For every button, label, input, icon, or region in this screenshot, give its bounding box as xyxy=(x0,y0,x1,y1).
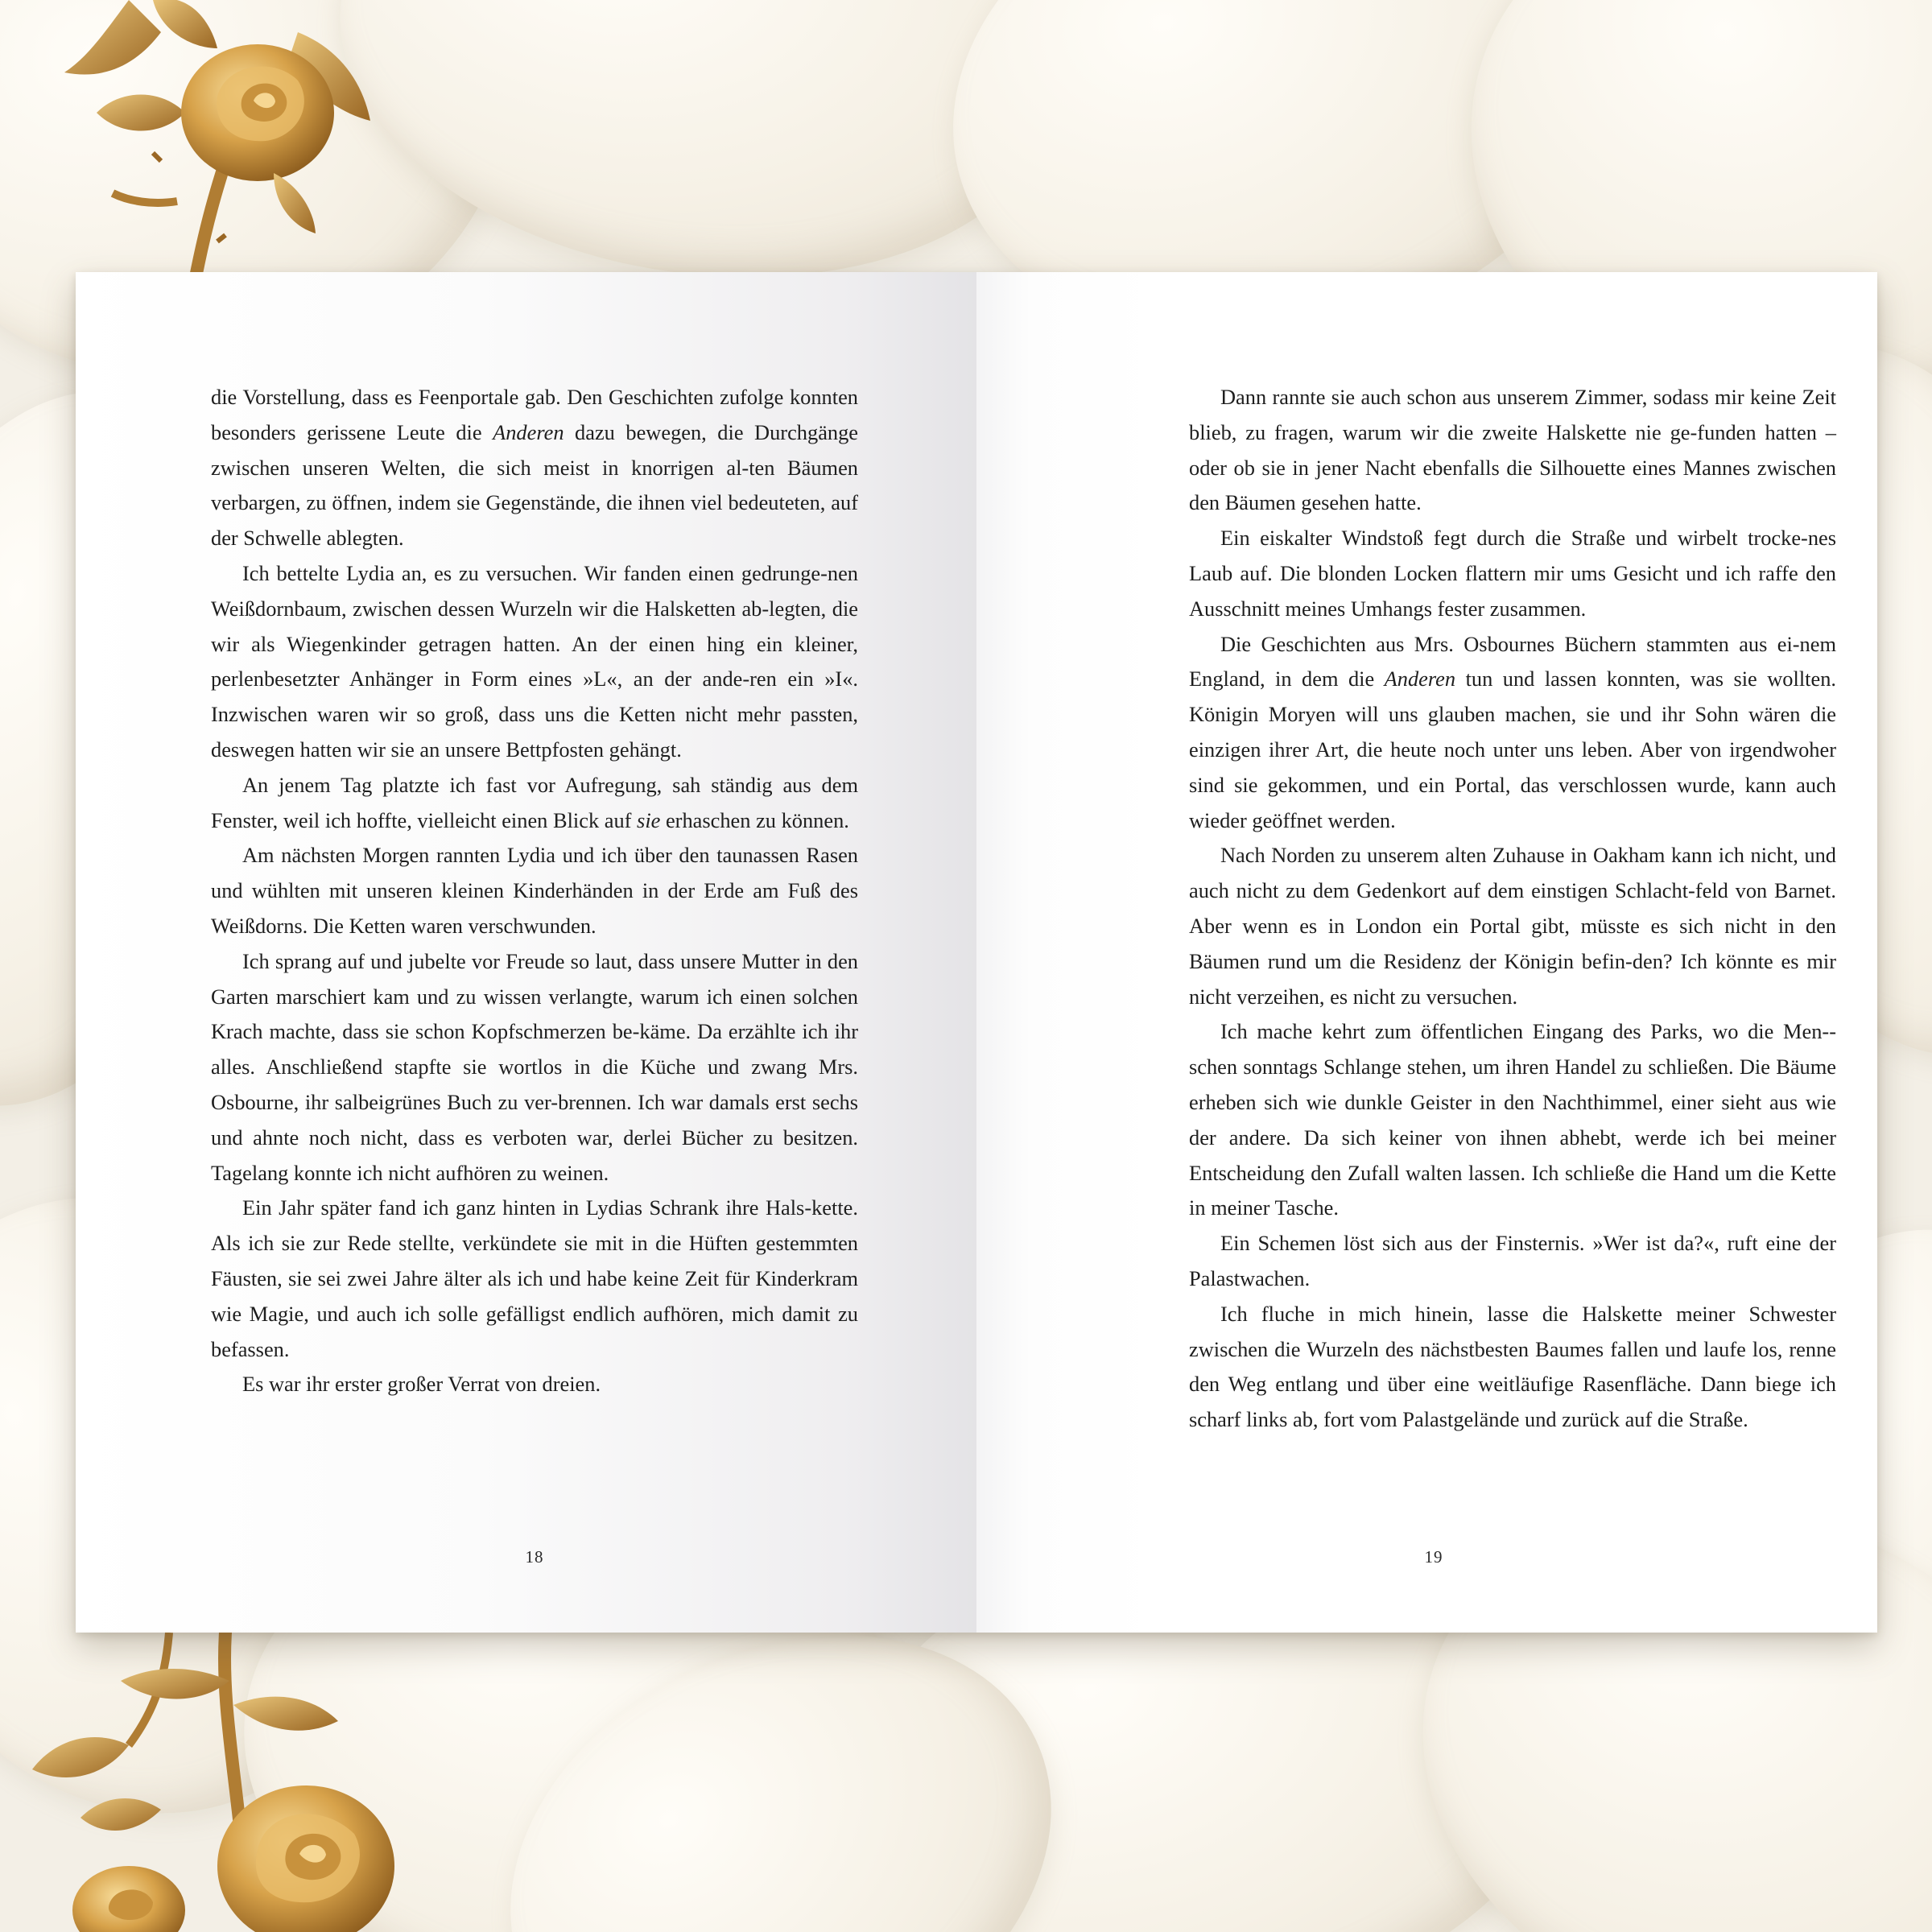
book-spread xyxy=(76,272,1877,1633)
text-run: Am nächsten Morgen rannten Lydia und ich über den taunassen Rasen und wühlten mit unseren kleinen Kinderhänden in der Erde am Fuß des Weißdorns. Die Ketten waren verschwunden. xyxy=(211,843,858,938)
page-number-left: 18 xyxy=(525,1547,544,1567)
text-run: Ein Schemen löst sich aus der Finsternis. »Wer ist da?«, ruft eine der Palastwachen. xyxy=(1189,1231,1836,1290)
left-page xyxy=(76,272,976,1633)
paragraph xyxy=(1189,1014,1836,1226)
text-run: Ein Jahr später fand ich ganz hinten in Lydias Schrank ihre Hals-kette. Als ich sie zur Rede stellte, verkündete sie mit in die Hüften gestemmten Fäusten, sie sei zwei Jahre älter als ich und habe keine Zeit für Kinderkram wie Magie, und auch ich solle gefälligst endlich aufhören, mich damit zu befassen. xyxy=(211,1195,858,1361)
paragraph xyxy=(1189,380,1836,521)
paragraph xyxy=(1189,521,1836,626)
paragraph xyxy=(1189,838,1836,1014)
paragraph xyxy=(211,944,858,1191)
text-run: Die Geschichten aus Mrs. Osbournes Büchern stammten aus ei-nem England, in dem die xyxy=(1189,631,1836,691)
paragraph xyxy=(211,1191,858,1367)
paragraph xyxy=(1189,1297,1836,1438)
text-run: Ich bettelte Lydia an, es zu versuchen. Wir fanden einen gedrunge-nen Weißdornbaum, zwischen dessen Wurzeln wir die Halsketten ab-legten, die wir als Wiegenkinder getragen hatten. An der einen hing ein kleiner, perlenbesetzter Anhänger in Form eines »L«, an der ande-ren ein »I«. Inzwischen waren wir so groß, dass uns die Ketten nicht mehr passten, deswegen hatten wir sie an unsere Bettpfosten gehängt. xyxy=(211,560,858,762)
text-run: An jenem Tag platzte ich fast vor Aufregung, sah ständig aus dem Fenster, weil ich hoffte, vielleicht einen Blick auf xyxy=(211,772,858,832)
gold-rose-icon xyxy=(32,1633,435,1932)
text-run: die Vorstellung, dass es Feenportale gab. Den Geschichten zufolge konnten besonders gerissene Leute die xyxy=(211,385,858,444)
text-run: Dann rannte sie auch schon aus unserem Zimmer, sodass mir keine Zeit blieb, zu fragen, warum wir die zweite Halskette nie ge-funden hatten – oder ob sie in jener Nacht ebenfalls die Silhouette eines Mannes zwischen den Bäumen gesehen hatte. xyxy=(1189,385,1836,515)
italic-text: sie xyxy=(637,807,661,832)
paragraph xyxy=(211,1367,858,1402)
text-run: erhaschen zu können. xyxy=(660,807,849,832)
text-run: Ich fluche in mich hinein, lasse die Halskette meiner Schwester zwischen die Wurzeln des nächstbesten Baumes fallen und laufe los, renne den Weg entlang und über eine weitläufige Rasenfläche. Dann biege ich scharf links ab, fort vom Palastgelände und zurück auf die Straße. xyxy=(1189,1301,1836,1432)
right-page xyxy=(976,272,1877,1633)
page-number-right: 19 xyxy=(1424,1547,1443,1567)
paragraph xyxy=(1189,1226,1836,1297)
text-run: Nach Norden zu unserem alten Zuhause in Oakham kann ich nicht, und auch nicht zu dem Gedenkort auf dem einstigen Schlacht-feld von Barnet. Aber wenn es in London ein Portal gibt, müsste es sich nicht in den Bäumen rund um die Residenz der Königin befin-den? Ich könnte es mir nicht verzeihen, es nicht zu versuchen. xyxy=(1189,843,1836,1009)
paragraph xyxy=(211,556,858,768)
paragraph xyxy=(1189,627,1836,839)
paragraph xyxy=(211,380,858,556)
right-page-text xyxy=(1189,380,1836,1438)
italic-text: Anderen xyxy=(493,419,564,444)
text-run: dazu bewegen, die Durchgänge zwischen unseren Welten, die sich meist in knorrigen al-ten Bäumen verbargen, zu öffnen, indem sie Gegenstände, die ihnen viel bedeuteten, auf der Schwelle ablegten. xyxy=(211,419,859,551)
gold-rose-icon xyxy=(32,0,386,290)
left-page-text xyxy=(211,380,858,1402)
text-run: Ich mache kehrt zum öffentlichen Eingang des Parks, wo die Men-schen sonntags Schlange stehen, um ihren Handel zu schließen. Die Bäume erheben sich wie dunkle Geister in den Nachthimmel, einer sieht aus wie der andere. Da sich keiner von ihnen abhebt, werde ich bei meiner Entscheidung den Zufall walten lassen. Ich schließe die Hand um die Kette in meiner Tasche. xyxy=(1189,1019,1836,1220)
text-run: Ein eiskalter Windstoß fegt durch die Straße und wirbelt trocke-nes Laub auf. Die blonden Locken flattern mir ums Gesicht und ich raffe den Ausschnitt meines Umhangs fester zusammen. xyxy=(1189,526,1836,621)
paragraph xyxy=(211,838,858,943)
italic-text: Anderen xyxy=(1384,667,1456,691)
text-run: tun und lassen konnten, was sie wollten. Königin Moryen will uns glauben machen, sie und ihr Sohn wären die einzigen ihrer Art, die heute noch unter uns leben. Aber von irgendwoher sind sie gekommen, und ein Portal, das verschlossen wurde, kann auch wieder geöffnet werden. xyxy=(1189,667,1836,832)
text-run: Es war ihr erster großer Verrat von dreien. xyxy=(242,1372,601,1397)
text-run: Ich sprang auf und jubelte vor Freude so laut, dass unsere Mutter in den Garten marschiert kam und zu wissen verlangte, warum ich einen solchen Krach machte, dass sie schon Kopfschmerzen be-käme. Da erzählte ich ihr alles. Anschließend stapfte sie wortlos in die Küche und zwang Mrs. Osbourne, ihr salbeigrünes Buch zu ver-brennen. Ich war damals erst sechs und ahnte noch nicht, dass es verboten war, derlei Bücher zu besitzen. Tagelang konnte ich nicht aufhören zu weinen. xyxy=(211,948,858,1185)
paragraph xyxy=(211,768,858,839)
